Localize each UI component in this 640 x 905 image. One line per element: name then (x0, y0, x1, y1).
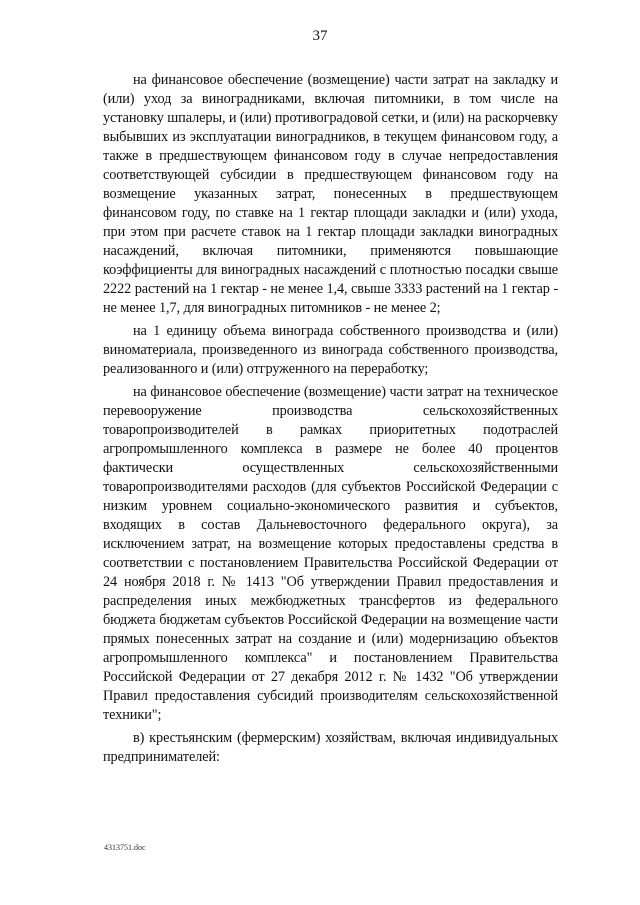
paragraph-technical-reequipment: на финансовое обеспечение (возмещение) части затрат на техническое перевооружение производства сельскохозяйственных товаропроизводителей в рамках приоритетных подотраслей агропромышленного комплекса в размере не более 40 процентов фактически осуществленных сельскохозяйственными товаропроизводителями расходов (для субъектов Российской Федерации с низким уровнем социально-экономического развития и субъектов, входящих в состав Дальневосточного федерального округа), за исключением затрат, на возмещение которых предоставлены средства в соответствии с постановлением Правительства Российской Федерации от 24 ноября 2018 г. № 1413 "Об утверждении Правил предоставления и распределения иных межбюджетных трансфертов из федерального бюджета бюджетам субъектов Российской Федерации на возмещение части прямых понесенных затрат на создание и (или) модернизацию объектов агропромышленного комплекса" и постановлением Правительства Российской Федерации от 27 декабря 2012 г. № 1432 "Об утверждении Правил предоставления субсидий производителям сельскохозяйственной техники"; (103, 384, 558, 723)
paragraph-grape-volume: на 1 единицу объема винограда собственного производства и (или) виноматериала, произведенного из винограда собственного производства, реализованного и (или) отгруженного на переработку; (103, 323, 558, 377)
paragraph-vineyard-costs: на финансовое обеспечение (возмещение) части затрат на закладку и (или) уход за виноградниками, включая питомники, в том числе на установку шпалеры, и (или) противоградовой сетки, и (или) на раскорчевку выбывших из эксплуатации виноградников, в текущем финансовом году, а также в предшествующем финансовом году в случае непредоставления соответствующей субсидии в предшествующем финансовом году на возмещение указанных затрат, понесенных в предшествующем финансовом году, по ставке на 1 гектар площади закладки и (или) ухода, при этом при расчете ставок на 1 гектар площади закладки виноградных насаждений, включая питомники, применяются повышающие коэффициенты для виноградных насаждений с плотностью посадки свыше 2222 растений на 1 гектар - не менее 1,4, свыше 3333 растений на 1 гектар - не менее 1,7, для виноградных питомников - не менее 2; (103, 72, 558, 316)
document-body (103, 71, 558, 771)
document-file-id: 4313751.doc (104, 843, 146, 852)
paragraph-farmer-households: в) крестьянским (фермерским) хозяйствам, включая индивидуальных предпринимателей: (103, 730, 558, 765)
page-number: 37 (312, 28, 328, 44)
